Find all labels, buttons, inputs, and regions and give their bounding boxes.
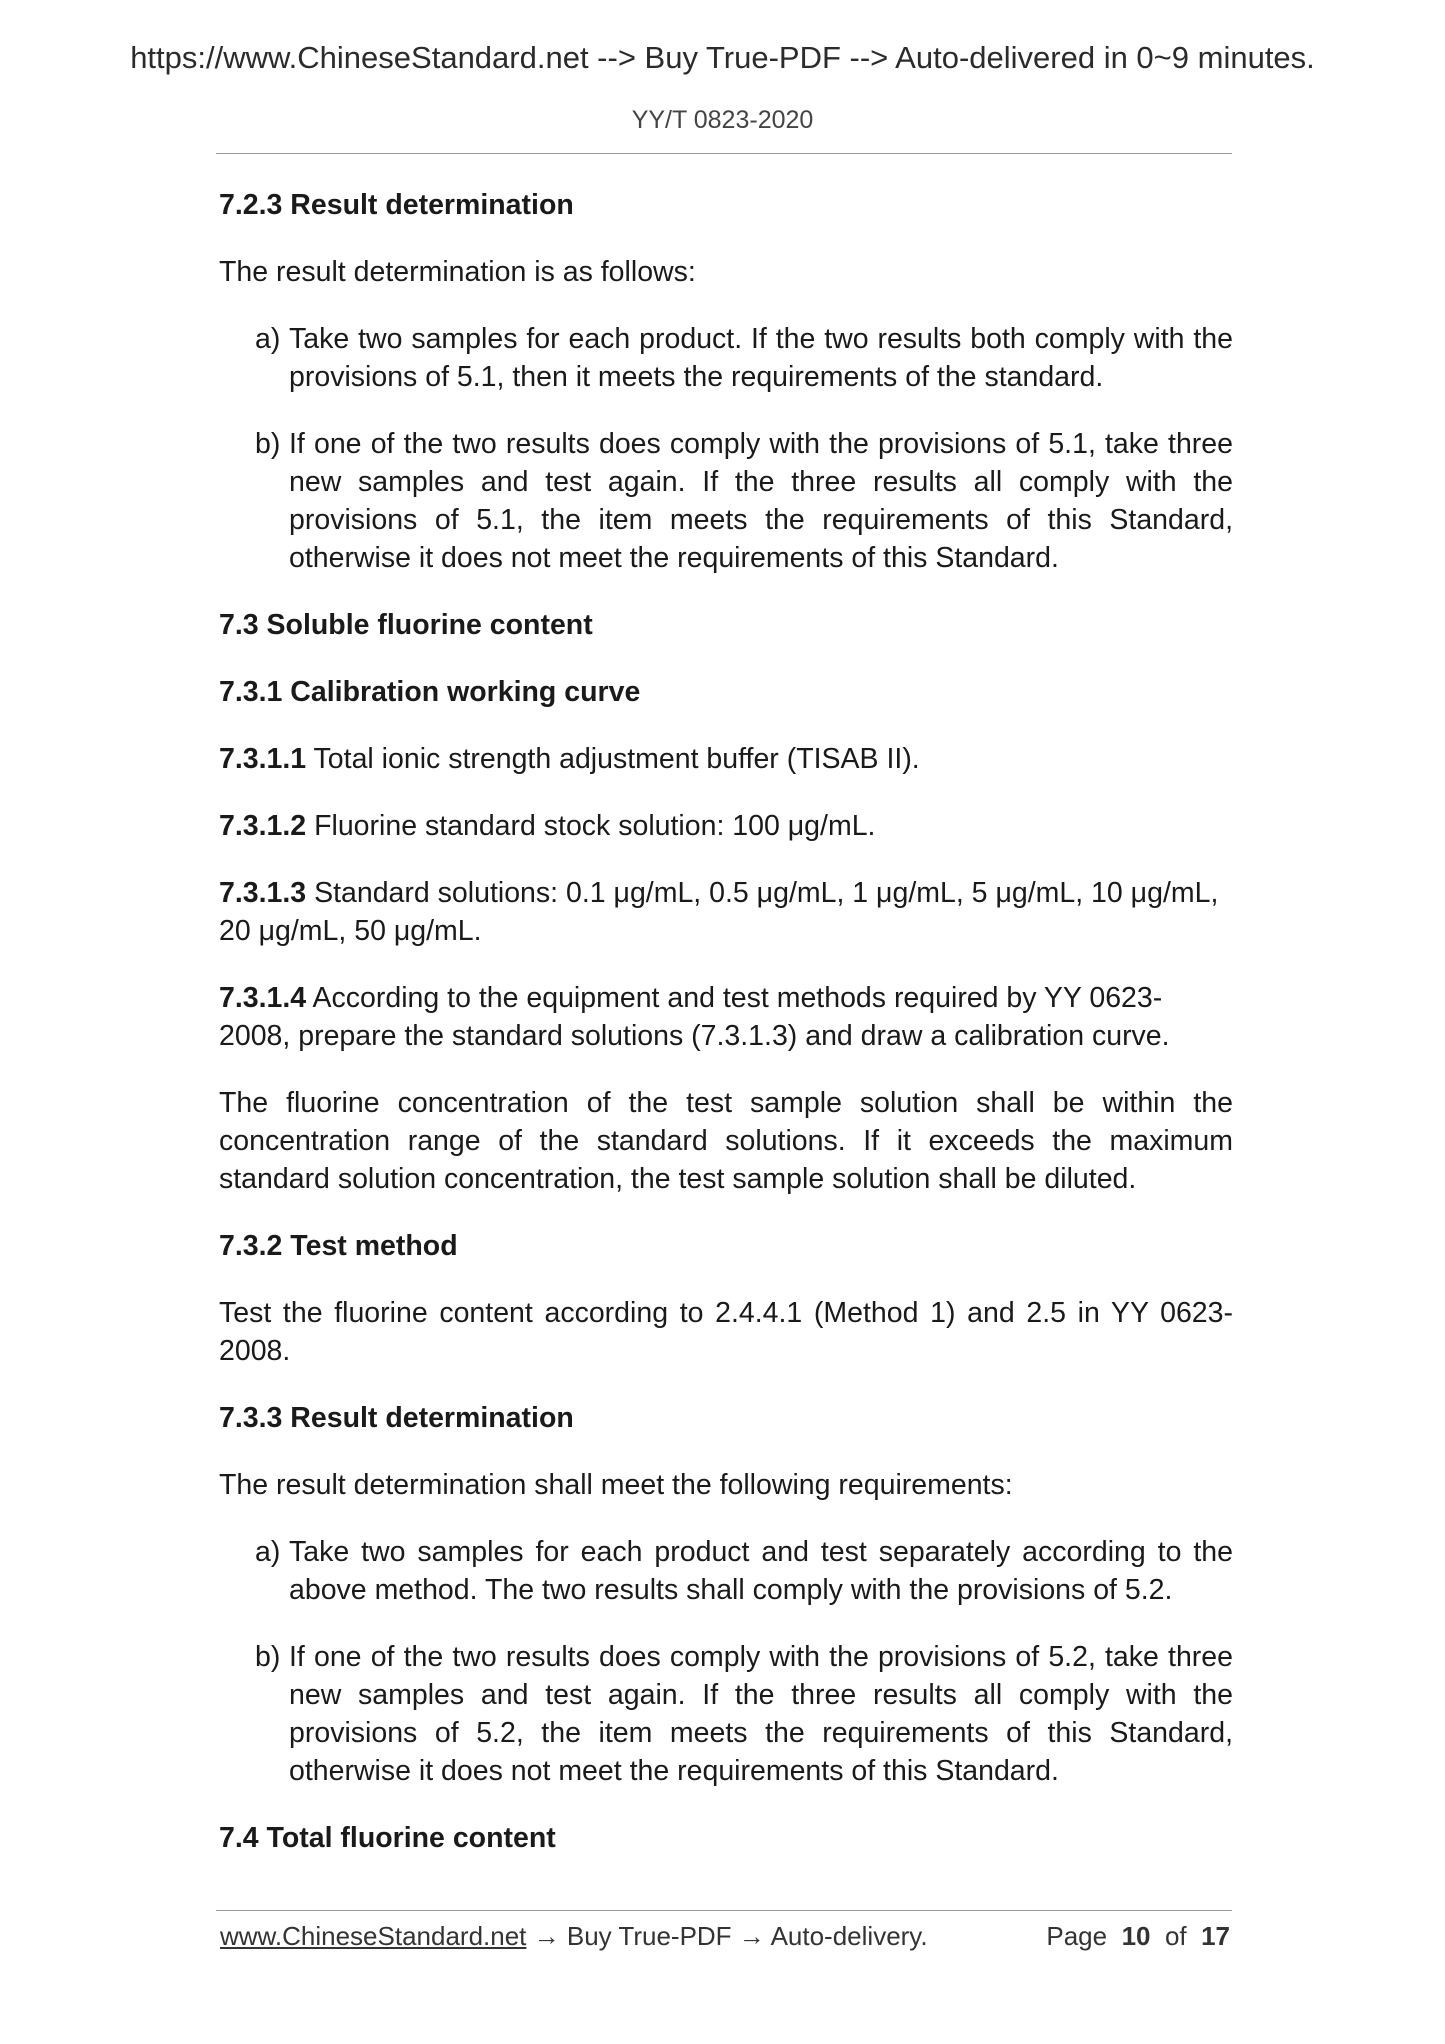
- list-text: If one of the two results does comply with the provisions of 5.1, take three new samples and test again. If the three results all comply with the provisions of 5.1, the item meets the requirements of this Standard, otherwise it does not meet the requirements of this Standard.: [289, 428, 1233, 574]
- standard-code: YY/T 0823-2020: [631, 106, 814, 134]
- of-word: of: [1164, 1921, 1187, 1951]
- list-text: If one of the two results does comply with the provisions of 5.2, take three new samples and test again. If the three results all comply with the provisions of 5.2, the item meets the requirements of this Standard, otherwise it does not meet the requirements of this Standard.: [289, 1641, 1233, 1787]
- clause-number: 7.3.1.4: [219, 982, 307, 1014]
- clause-7-3-1-1: [219, 740, 1233, 778]
- page-content: [219, 186, 1233, 1886]
- section-heading-7-3: 7.3 Soluble fluorine content: [219, 609, 593, 641]
- list-label: b): [255, 1641, 281, 1673]
- footer-tagline: → Buy True-PDF → Auto-delivery.: [526, 1921, 928, 1951]
- list-item: [219, 1638, 1233, 1790]
- list-label: a): [255, 1536, 281, 1568]
- list-label: a): [255, 323, 281, 355]
- list-text: Take two samples for each product. If the two results both comply with the provisions of 5.1, then it meets the requirements of the standard.: [289, 323, 1233, 393]
- clause-text: Total ionic strength adjustment buffer (TISAB II).: [306, 743, 920, 775]
- clause-text: Standard solutions: 0.1 μg/mL, 0.5 μg/mL, 1 μg/mL, 5 μg/mL, 10 μg/mL, 20 μg/mL, 50 μg/mL.: [219, 877, 1219, 947]
- section-heading-7-3-3: 7.3.3 Result determination: [219, 1402, 574, 1434]
- list-item: [219, 320, 1233, 396]
- page-word: Page: [1046, 1921, 1108, 1951]
- clause-text: According to the equipment and test methods required by YY 0623-2008, prepare the standard solutions (7.3.1.3) and draw a calibration curve.: [219, 982, 1170, 1052]
- header-banner: https://www.ChineseStandard.net --> Buy True-PDF --> Auto-delivered in 0~9 minutes.: [130, 40, 1315, 75]
- clause-7-3-1-4: [219, 979, 1233, 1055]
- list-item: [219, 1533, 1233, 1609]
- page-total: 17: [1201, 1921, 1230, 1951]
- page-indicator: [1046, 1921, 1230, 1952]
- footer-link[interactable]: www.ChineseStandard.net: [220, 1921, 527, 1951]
- clause-number: 7.3.1.3: [219, 877, 307, 909]
- paragraph: The result determination shall meet the following requirements:: [219, 1469, 1013, 1501]
- section-heading-7-4: 7.4 Total fluorine content: [219, 1822, 556, 1854]
- clause-7-3-1-2: [219, 807, 1233, 845]
- clause-number: 7.3.1.2: [219, 810, 307, 842]
- page-current: 10: [1121, 1921, 1151, 1951]
- paragraph: The result determination is as follows:: [219, 256, 696, 288]
- clause-7-3-1-3: [219, 874, 1233, 950]
- page-footer: [220, 1921, 1230, 1952]
- clause-text: Fluorine standard stock solution: 100 μg/mL.: [306, 810, 876, 842]
- section-heading-7-3-2: 7.3.2 Test method: [219, 1230, 458, 1262]
- header-divider: [216, 153, 1232, 154]
- section-heading-7-2-3: 7.2.3 Result determination: [219, 189, 574, 221]
- paragraph: Test the fluorine content according to 2.4.4.1 (Method 1) and 2.5 in YY 0623-2008.: [219, 1297, 1233, 1367]
- footer-divider: [216, 1910, 1232, 1911]
- section-heading-7-3-1: 7.3.1 Calibration working curve: [219, 676, 641, 708]
- paragraph: The fluorine concentration of the test sample solution shall be within the concentration range of the standard solutions. If it exceeds the maximum standard solution concentration, the test sample solution shall be diluted.: [219, 1087, 1233, 1195]
- list-item: [219, 425, 1233, 577]
- list-text: Take two samples for each product and test separately according to the above method. The two results shall comply with the provisions of 5.2.: [289, 1536, 1233, 1606]
- clause-number: 7.3.1.1: [219, 743, 307, 775]
- list-label: b): [255, 428, 281, 460]
